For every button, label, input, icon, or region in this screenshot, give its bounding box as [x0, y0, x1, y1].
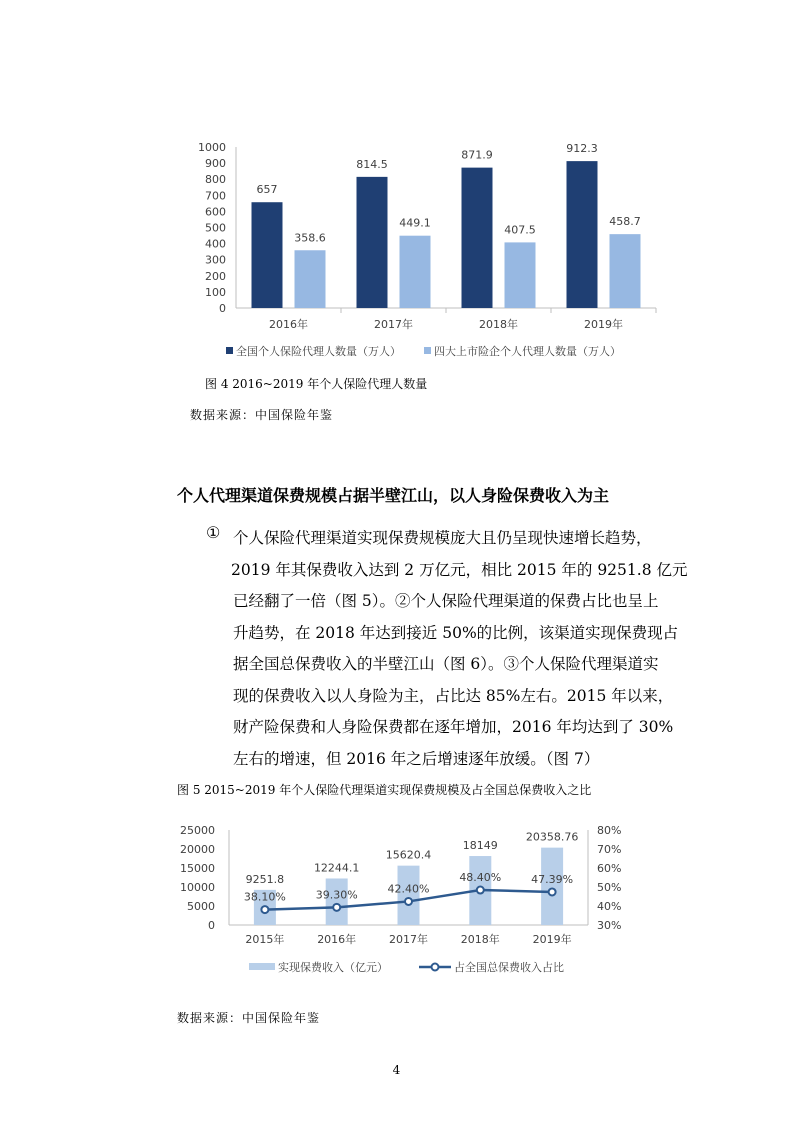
- x-tick-label: 2018年: [479, 318, 518, 331]
- data-label: 814.5: [356, 157, 388, 171]
- x-tick-label: 2016年: [317, 933, 357, 946]
- y-tick-label: 0: [219, 302, 226, 315]
- data-label: 871.9: [461, 148, 493, 162]
- figure5-caption: 图 5 2015~2019 年个人保险代理渠道实现保费规模及占全国总保费收入之比: [177, 783, 592, 797]
- chart2-labels: [244, 831, 578, 946]
- y-tick-label: 900: [205, 157, 226, 171]
- bar-data-label: 9251.8: [245, 872, 285, 886]
- bar: [505, 242, 536, 308]
- agent-count-bar-chart: [180, 130, 670, 370]
- y-left-tick-label: 20000: [180, 843, 215, 856]
- data-label: 358.6: [294, 231, 326, 245]
- source-note-2: 数据来源：中国保险年鉴: [177, 1011, 321, 1025]
- x-tick-label: 2016年: [269, 318, 308, 331]
- data-label: 458.7: [609, 215, 641, 229]
- page-number: 4: [392, 1063, 401, 1077]
- line-point: [261, 906, 268, 913]
- y-right-tick-label: 50%: [597, 881, 622, 894]
- paragraph-marker: ①: [206, 523, 221, 542]
- paragraph-line: 个人保险代理渠道实现保费规模庞大且仍呈现快速增长趋势，: [233, 529, 652, 547]
- bar-data-label: 15620.4: [385, 848, 432, 862]
- y-right-tick-label: 30%: [597, 919, 622, 932]
- y-tick-label: 400: [205, 237, 226, 251]
- line-point: [333, 904, 340, 911]
- legend-label-bar: 实现保费收入（亿元）: [278, 961, 388, 974]
- line-point: [405, 898, 412, 905]
- bar: [326, 878, 348, 925]
- y-left-tick-label: 15000: [180, 862, 215, 875]
- line-data-label: 48.40%: [459, 871, 502, 885]
- line-point: [477, 887, 484, 894]
- bar-data-label: 18149: [462, 839, 498, 853]
- line-data-label: 42.40%: [387, 882, 430, 896]
- bar: [567, 161, 598, 308]
- line-data-label: 38.10%: [243, 890, 286, 904]
- y-right-tick-label: 60%: [597, 862, 622, 875]
- bar: [252, 202, 283, 308]
- source-note-1: 数据来源：中国保险年鉴: [190, 408, 334, 422]
- y-right-tick-label: 80%: [597, 824, 622, 837]
- bar: [400, 236, 431, 308]
- legend-label-line: 占全国总保费收入占比: [454, 961, 564, 974]
- x-tick-label: 2018年: [460, 933, 500, 946]
- paragraph-line: 财产险保费和人身险保费都在逐年增加，2016 年均达到了 30%: [233, 718, 674, 736]
- paragraph-line: 已经翻了一倍（图 5）。②个人保险代理渠道的保费占比也呈上: [233, 592, 659, 610]
- bar: [610, 234, 641, 308]
- paragraph-line: 左右的增速，但 2016 年之后增速逐年放缓。（图 7）: [233, 749, 600, 768]
- y-left-tick-label: 25000: [180, 824, 215, 837]
- y-left-tick-label: 5000: [187, 900, 215, 913]
- premium-combo-chart: [175, 812, 645, 984]
- paragraph-line: 现的保费收入以人身险为主，占比达 85%左右。2015 年以来，: [233, 686, 674, 705]
- y-left-tick-label: 10000: [180, 881, 215, 894]
- y-tick-label: 600: [205, 205, 226, 219]
- y-tick-label: 200: [205, 269, 226, 283]
- data-label: 449.1: [399, 216, 431, 230]
- line-point: [549, 888, 556, 895]
- bar: [295, 250, 326, 308]
- y-right-tick-label: 40%: [597, 900, 622, 913]
- data-label: 407.5: [504, 223, 536, 237]
- y-tick-label: 700: [205, 189, 226, 203]
- x-tick-label: 2019年: [584, 318, 623, 331]
- legend-swatch-bar: [249, 963, 275, 970]
- y-right-tick-label: 70%: [597, 843, 622, 856]
- legend-swatch: [424, 347, 431, 354]
- bar-data-label: 20358.76: [525, 830, 579, 844]
- y-tick-label: 100: [205, 285, 226, 299]
- x-tick-label: 2015年: [245, 933, 285, 946]
- y-tick-label: 1000: [198, 141, 226, 154]
- legend-label: 四大上市险企个人代理人数量（万人）: [434, 345, 621, 358]
- line-data-label: 39.30%: [315, 888, 358, 902]
- section-heading: 个人代理渠道保费规模占据半壁江山，以人身险保费收入为主: [177, 486, 610, 505]
- bar: [462, 168, 493, 308]
- y-left-tick-label: 0: [208, 919, 215, 932]
- data-label: 912.3: [566, 142, 598, 156]
- bar-data-label: 12244.1: [313, 861, 360, 875]
- x-tick-label: 2019年: [532, 933, 572, 946]
- paragraph-line: 2019 年其保费收入达到 2 万亿元，相比 2015 年的 9251.8 亿元: [231, 560, 688, 579]
- x-tick-label: 2017年: [374, 318, 413, 331]
- legend-label: 全国个人保险代理人数量（万人）: [236, 345, 401, 358]
- y-tick-label: 500: [205, 221, 226, 235]
- data-label: 657: [256, 183, 278, 197]
- chart1-legend: [226, 344, 621, 358]
- bar: [357, 177, 388, 308]
- bar: [541, 848, 563, 925]
- y-tick-label: 800: [205, 173, 226, 187]
- paragraph-line: 升趋势，在 2018 年达到接近 50%的比例，该渠道实现保费现占: [233, 623, 679, 642]
- body-paragraph: [231, 523, 688, 775]
- legend-swatch: [226, 347, 233, 354]
- figure4-caption: 图 4 2016~2019 年个人保险代理人数量: [205, 377, 428, 391]
- x-tick-label: 2017年: [389, 933, 428, 946]
- y-tick-label: 300: [205, 253, 226, 267]
- paragraph-line: 据全国总保费收入的半壁江山（图 6）。③个人保险代理渠道实: [233, 655, 659, 673]
- chart2-legend: [249, 960, 564, 974]
- line-data-label: 47.39%: [531, 872, 574, 886]
- legend-marker: [432, 964, 439, 971]
